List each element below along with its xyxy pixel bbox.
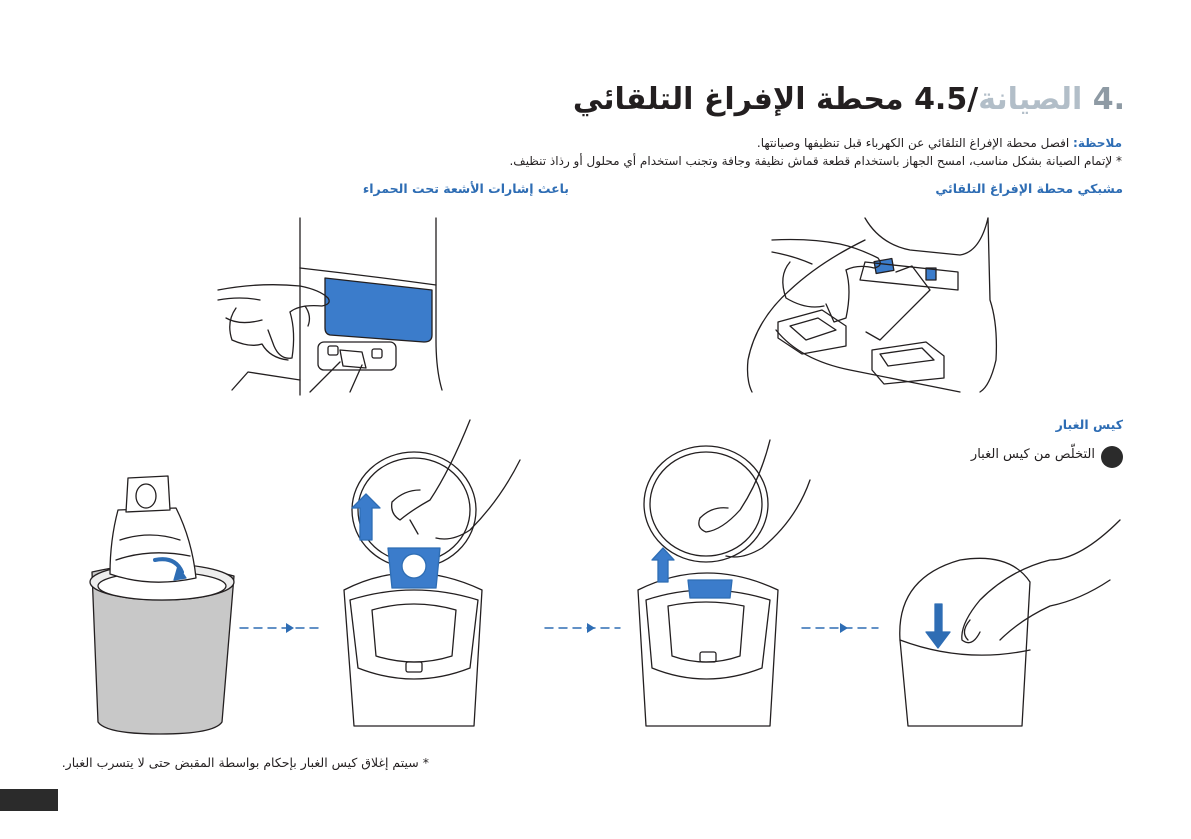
bin-illustration xyxy=(90,476,234,734)
note-block: ملاحظة: افصل محطة الإفراغ التلقائي عن الكهرباء قبل تنظيفها وصيانتها. * لإتمام الصيانة بشكل مناسب، امسح الجهاز باستخدام قطعة قماش نظيفة وجافة وتجنب استخدام أي محلول أو رذاذ تنظيف. xyxy=(509,136,1122,168)
station-closed-step-4 xyxy=(900,520,1120,726)
station-open-step-3 xyxy=(638,440,810,726)
title-section: الصيانة xyxy=(978,82,1083,117)
ir-emitter-illustration xyxy=(218,218,442,395)
note-label: ملاحظة xyxy=(1077,136,1122,150)
title-main: /4.5 محطة الإفراغ التلقائي xyxy=(572,82,979,117)
heading-dust-bag: كيس الغبار xyxy=(1055,417,1123,432)
step-text: التخلّص من كيس الغبار xyxy=(970,447,1095,462)
note-line-2: * لإتمام الصيانة بشكل مناسب، امسح الجهاز باستخدام قطعة قماش نظيفة وجافة وتجنب استخدام أي محلول أو رذاذ تنظيف. xyxy=(509,154,1122,168)
station-open-step-2 xyxy=(344,420,520,726)
footnote: * سيتم إغلاق كيس الغبار بإحكام بواسطة المقبض حتى لا يتسرب الغبار. xyxy=(61,755,429,770)
heading-shrapnel: مشبكي محطة الإفراغ التلقائي xyxy=(935,181,1123,196)
note-line-1: افصل محطة الإفراغ التلقائي عن الكهرباء قبل تنظيفها وصيانتها. xyxy=(756,136,1070,150)
shrapnel-illustration xyxy=(748,218,997,392)
heading-ir-emitter: باعث إشارات الأشعة تحت الحمراء xyxy=(362,181,569,196)
page-tab xyxy=(0,789,58,811)
title-number: .4 xyxy=(1092,82,1125,117)
